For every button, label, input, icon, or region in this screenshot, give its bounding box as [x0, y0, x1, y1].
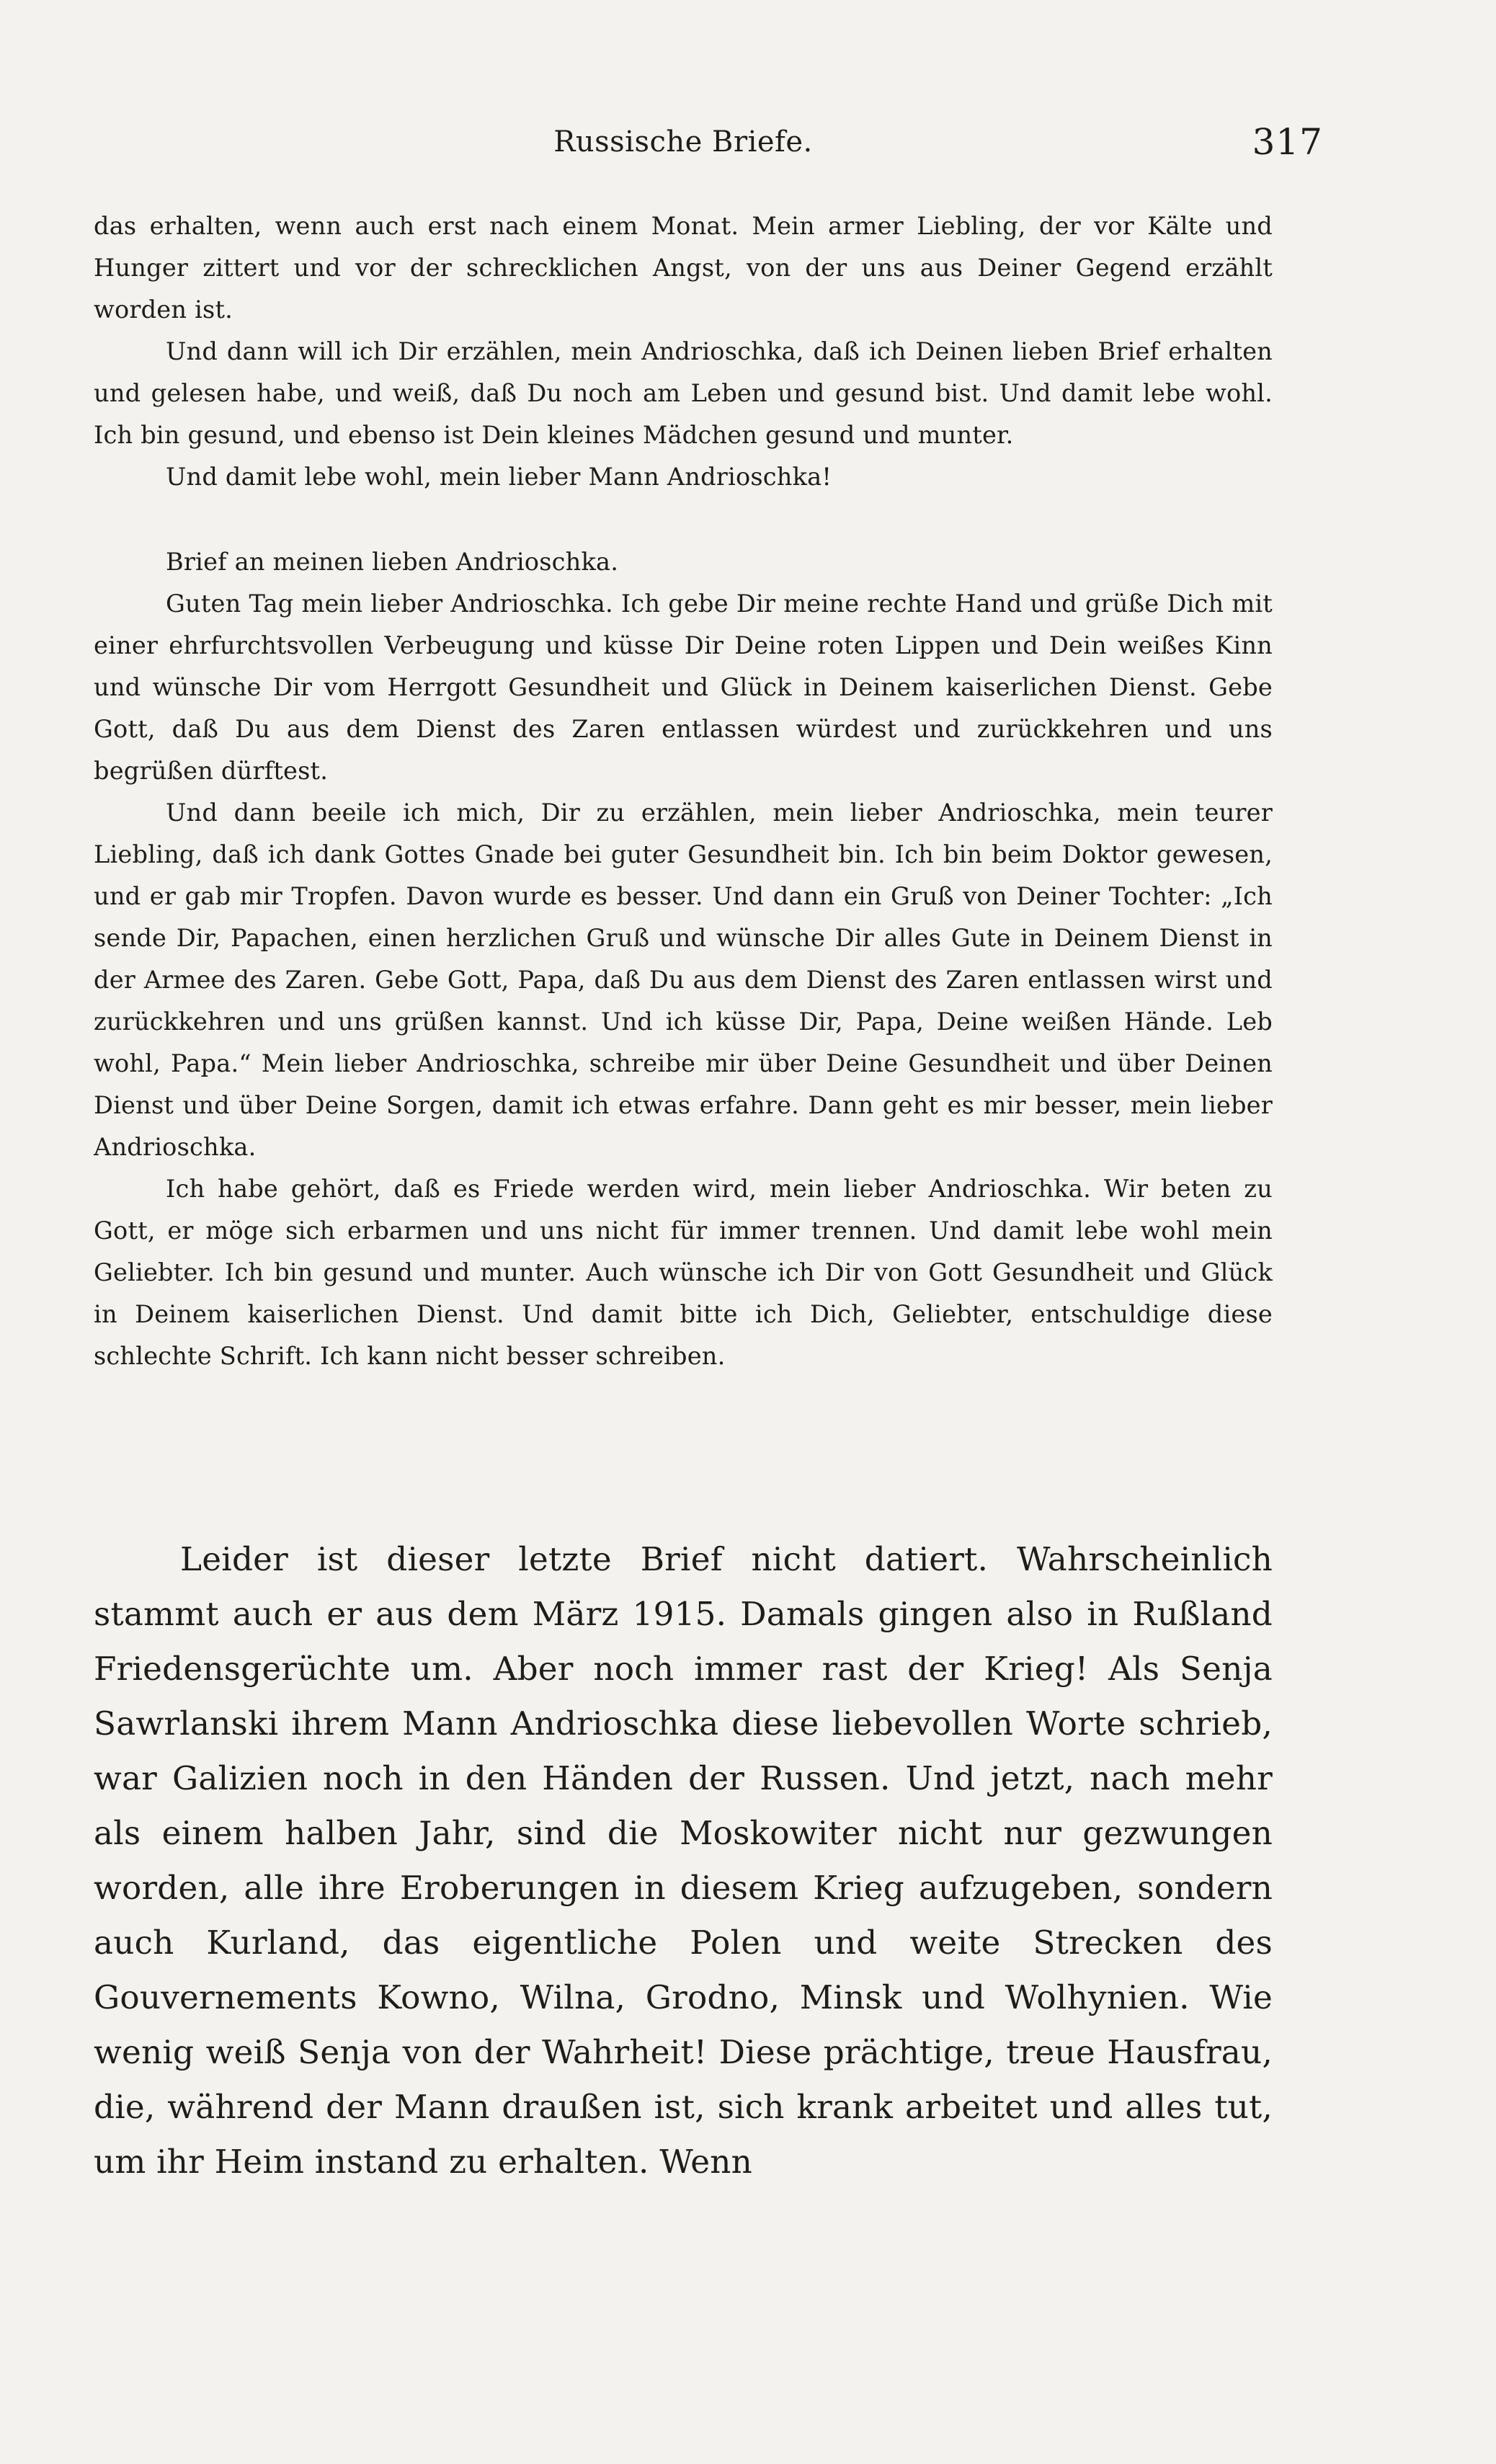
letter-one-paragraph-1: das erhalten, wenn auch erst nach einem Monat. Mein armer Liebling, der vor Kälte und Hunger zittert und vor der schrecklichen Angst, von der uns aus Deiner Gegend erzählt worden ist.: [94, 212, 1273, 324]
letter-two-paragraph-1: Guten Tag mein lieber Andrioschka. Ich gebe Dir meine rechte Hand und grüße Dich mit einer ehrfurchtsvollen Verbeugung und küsse Dir Deine roten Lippen und Dein weißes Kinn und wünsche Dir vom Herrgott Gesundheit und Glück in Deinem kaiserlichen Dienst. Gebe Gott, daß Du aus dem Dienst des Zaren entlassen würdest und zurückkehren und uns begrüßen dürftest.: [94, 590, 1273, 785]
page-number: 317: [1252, 121, 1323, 163]
letter-one-closing: Und damit lebe wohl, mein lieber Mann Andrioschka!: [166, 463, 832, 491]
narrative-section: [94, 1532, 1273, 2189]
running-title: Russische Briefe.: [553, 125, 813, 159]
letter-two-paragraph-3: Ich habe gehört, daß es Friede werden wird, mein lieber Andrioschka. Wir beten zu Gott, er möge sich erbarmen und uns nicht für immer trennen. Und damit lebe wohl mein Geliebter. Ich bin gesund und munter. Auch wünsche ich Dir von Gott Gesundheit und Glück in Deinem kaiserlichen Dienst. Und damit bitte ich Dich, Geliebter, entschuldige diese schlechte Schrift. Ich kann nicht besser schreiben.: [94, 1175, 1273, 1370]
letter-two-paragraph-2: Und dann beeile ich mich, Dir zu erzählen, mein lieber Andrioschka, mein teurer Liebling, daß ich dank Gottes Gnade bei guter Gesundheit bin. Ich bin beim Doktor gewesen, und er gab mir Tropfen. Davon wurde es besser. Und dann ein Gruß von Deiner Tochter: „Ich sende Dir, Papachen, einen herzlichen Gruß und wünsche Dir alles Gute in Deinem Dienst in der Armee des Zaren. Gebe Gott, Papa, daß Du aus dem Dienst des Zaren entlassen wirst und zurückkehren und uns grüßen kannst. Und ich küsse Dir, Papa, Deine weißen Hände. Leb wohl, Papa.“ Mein lieber Andrioschka, schreibe mir über Deine Gesundheit und über Deinen Dienst und über Deine Sorgen, damit ich etwas erfahre. Dann geht es mir besser, mein lieber Andrioschka.: [94, 799, 1273, 1161]
letters-section: [94, 205, 1273, 1377]
page-header: [94, 121, 1323, 172]
letter-two-heading: Brief an meinen lieben Andrioschka.: [166, 548, 619, 576]
narrative-paragraph: Leider ist dieser letzte Brief nicht datiert. Wahrscheinlich stammt auch er aus dem März 1915. Damals gingen also in Rußland Friedensgerüchte um. Aber noch immer rast der Krieg! Als Senja Sawrlanski ihrem Mann Andrioschka diese liebevollen Worte schrieb, war Galizien noch in den Händen der Russen. Und jetzt, nach mehr als einem halben Jahr, sind die Moskowiter nicht nur gezwungen worden, alle ihre Eroberungen in diesem Krieg aufzugeben, sondern auch Kurland, das eigentliche Polen und weite Strecken des Gouvernements Kowno, Wilna, Grodno, Minsk und Wolhynien. Wie wenig weiß Senja von der Wahrheit! Diese prächtige, treue Hausfrau, die, während der Mann draußen ist, sich krank arbeitet und alles tut, um ihr Heim instand zu erhalten. Wenn: [94, 1540, 1273, 2181]
letter-one-paragraph-2: Und dann will ich Dir erzählen, mein Andrioschka, daß ich Deinen lieben Brief erhalten und gelesen habe, und weiß, daß Du noch am Leben und gesund bist. Und damit lebe wohl. Ich bin gesund, und ebenso ist Dein kleines Mädchen gesund und munter.: [94, 337, 1273, 449]
